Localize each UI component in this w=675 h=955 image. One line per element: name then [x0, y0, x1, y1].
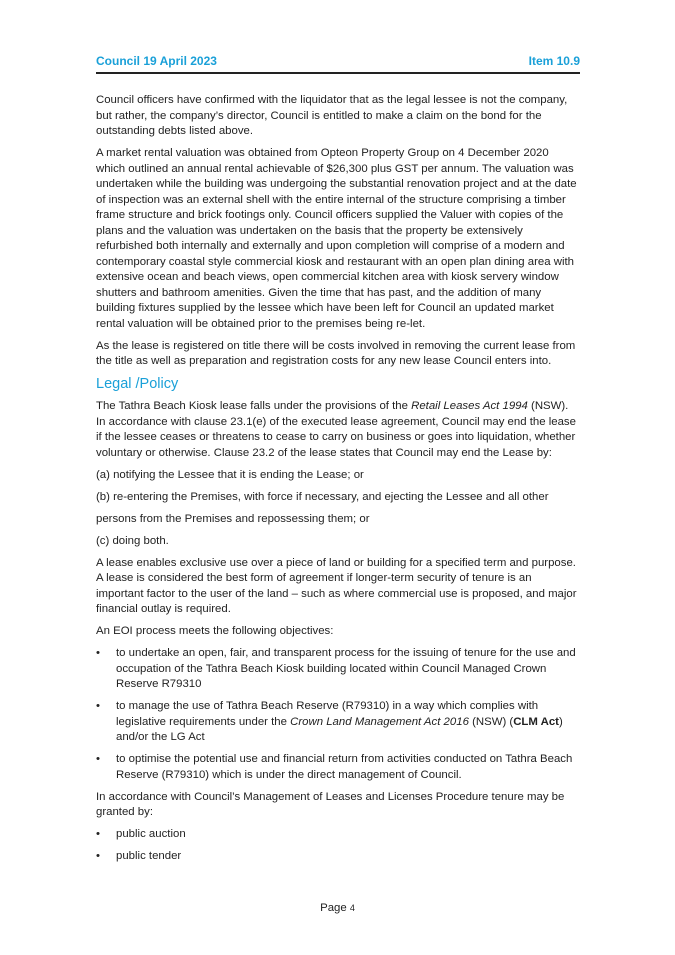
tenure-method: public auction — [116, 828, 186, 840]
page-label: Page — [320, 902, 347, 914]
paragraph-liquidator: Council officers have confirmed with the liquidator that as the legal lessee is not the company, but rather, the company’s director, Council is entitled to make a claim on the bond for the outstanding debts listed above. — [96, 94, 568, 137]
paragraph-tenure: In accordance with Council’s Management of Leases and Licenses Procedure tenure may be granted by: — [96, 790, 565, 818]
clause-a: (a) notifying the Lessee that it is ending the Lease; or — [96, 468, 364, 481]
clause-b-line1: (b) re-entering the Premises, with force if necessary, and ejecting the Lessee and all other — [96, 490, 549, 503]
bullet-marker: • — [96, 828, 100, 840]
meeting-title: Council 19 April 2023 — [96, 54, 217, 68]
bullet-marker: • — [96, 700, 100, 712]
paragraph-lease-costs: As the lease is registered on title there will be costs involved in removing the current lease from the title as well as preparation and registration costs for any new lease Council enters into. — [96, 339, 576, 367]
section-heading-legal-policy: Legal /Policy — [96, 376, 179, 392]
act-name: Retail Leases Act 1994 — [411, 400, 528, 412]
bullet-marker: • — [96, 647, 100, 659]
objective-text: to undertake an open, fair, and transparent process for the issuing of tenure for the use and occupation of the Tathra Beach Kiosk building located within Council Managed Crown Reserve R79310 — [116, 647, 576, 690]
list-item — [96, 699, 580, 746]
clause-b-line2: persons from the Premises and repossessing them; or — [96, 512, 370, 525]
page-number: 4 — [349, 903, 355, 913]
paragraph-valuation: A market rental valuation was obtained from Opteon Property Group on 4 December 2020 which outlined an annual rental achievable of $26,300 plus GST per annum. The valuation was undertaken while the building was undergoing the substantial renovation project and at the date of inspection was an external shell with the entire internal of the structure comprising a timber frame structure and brick footings only. Council officers supplied the Valuer with copies of the plans and the valuation was undertaken on the basis that the property be extensively refurbished both internally and externally and upon completion will comprise of a modern and contemporary coastal style commercial kiosk and restaurant with an open plan dining area with extensive ocean and beach views, open commercial kitchen area with kiosk servery window shutters and bathroom amenities. Given the time that has past, and the addition of many building fixtures supplied by the lessee which have been left for Council an updated market rental valuation will be obtained prior to the premises being re-let. — [96, 147, 577, 330]
tenure-method: public tender — [116, 850, 182, 862]
objective-text: to manage the use of Tathra Beach Reserve (R79310) in a way which complies with legislative requirements under the Crown Land Management Act 2016 (NSW) (CLM Act) and/or the LG Act — [116, 700, 563, 743]
document-body — [96, 93, 580, 871]
item-number: Item 10.9 — [528, 54, 580, 68]
header-divider — [96, 72, 580, 74]
list-item — [96, 827, 580, 843]
paragraph-eoi-objectives: An EOI process meets the following objectives: — [96, 625, 334, 637]
page-header — [96, 54, 580, 68]
paragraph-lease-definition: A lease enables exclusive use over a piece of land or building for a specified term and purpose. A lease is considered the best form of agreement if longer-term security of tenure is an important factor to the user of the land – such as where commercial use is proposed, and major financial outlay is required. — [96, 556, 577, 615]
list-item — [96, 646, 580, 693]
bullet-marker: • — [96, 753, 100, 765]
bullet-marker: • — [96, 850, 100, 862]
objective-text: to optimise the potential use and financial return from activities conducted on Tathra Beach Reserve (R79310) which is under the direct management of Council. — [116, 753, 573, 781]
page-footer — [0, 902, 675, 914]
list-item — [96, 849, 580, 865]
paragraph-retail-leases: The Tathra Beach Kiosk lease falls under the provisions of the Retail Leases Act 1994 (NSW). In accordance with clause 23.1(e) of the executed lease agreement, Council may end the lease if the lessee ceases or threatens to cease to carry on business or goes into liquidation, whether voluntary or otherwise. Clause 23.2 of the lease states that Council may end the Lease by: — [96, 400, 576, 459]
list-item — [96, 752, 580, 783]
clause-c: (c) doing both. — [96, 534, 169, 547]
